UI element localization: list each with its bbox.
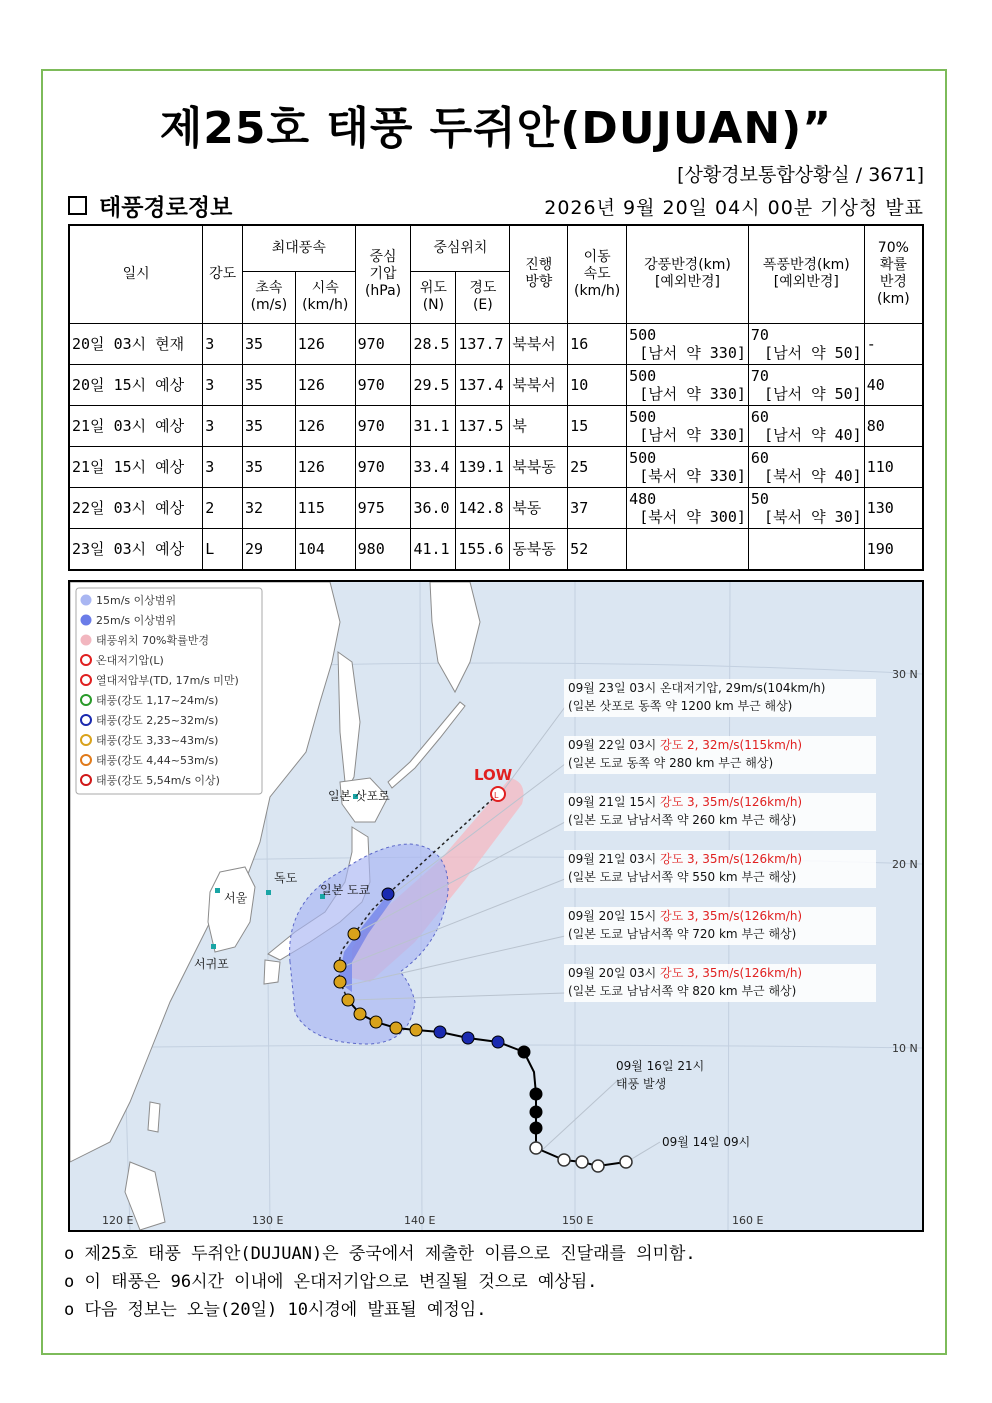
cell-storm bbox=[748, 364, 864, 405]
cell-storm bbox=[748, 405, 864, 446]
place-seogwipo: 서귀포 bbox=[194, 957, 229, 971]
legend-label: 태풍위치 70%확률반경 bbox=[96, 634, 209, 647]
cell-ms: 35 bbox=[242, 364, 295, 405]
note-item: o 제25호 태풍 두쥐안(DUJUAN)은 중국에서 제출한 이름으로 진달래를 의미함. bbox=[64, 1244, 696, 1264]
legend-label: 15m/s 이상범위 bbox=[96, 594, 177, 607]
typhoon-position-marker bbox=[342, 994, 354, 1006]
lon-label: 130 E bbox=[252, 1214, 284, 1227]
lat-label: 10 N bbox=[892, 1042, 918, 1055]
cell-ms: 35 bbox=[242, 323, 295, 364]
cell-strong bbox=[627, 364, 749, 405]
cell-ms: 32 bbox=[242, 487, 295, 528]
radius-value: 60 bbox=[750, 448, 769, 467]
annotation-line2: (일본 도쿄 남남서쪽 약 720 km 부근 해상) bbox=[568, 927, 797, 941]
typhoon-strength5-icon bbox=[81, 775, 91, 785]
header-wind-kmh: 시속 (km/h) bbox=[295, 271, 355, 323]
cell-strong bbox=[627, 323, 749, 364]
cell-speed: 37 bbox=[568, 487, 627, 528]
cell-speed: 10 bbox=[568, 364, 627, 405]
lat-label: 20 N bbox=[892, 858, 918, 871]
radius-value: 60 bbox=[750, 407, 769, 426]
legend-label: 태풍(강도 2,25~32m/s) bbox=[96, 714, 219, 727]
cell-lat: 33.4 bbox=[411, 446, 456, 487]
cell-lon: 137.5 bbox=[456, 405, 510, 446]
radius-exception: [북서 약 330] bbox=[639, 466, 746, 485]
header-storm-radius: 폭풍반경(km) [예외반경] bbox=[748, 225, 864, 323]
circle-blue-icon bbox=[81, 615, 91, 625]
annotation-strength: 강도 2, 32m/s(115km/h) bbox=[660, 738, 803, 752]
annotation-line2: (일본 삿포로 동쪽 약 1200 km 부근 해상) bbox=[568, 699, 793, 713]
radius-value: 50 bbox=[750, 489, 769, 508]
legend-label: 열대저압부(TD, 17m/s 미만) bbox=[96, 674, 239, 687]
page-title: 제25호 태풍 두쥐안(DUJUAN)” bbox=[159, 103, 833, 154]
lon-label: 160 E bbox=[732, 1214, 764, 1227]
header-speed: 이동 속도 (km/h) bbox=[568, 225, 627, 323]
annotation-strength: 강도 3, 35m/s(126km/h) bbox=[660, 852, 803, 866]
cell-lon: 137.7 bbox=[456, 323, 510, 364]
formation-note-line2: 태풍 발생 bbox=[616, 1077, 667, 1091]
annotation-line1 bbox=[568, 965, 802, 980]
header-center: 중심위치 bbox=[411, 225, 510, 271]
legend-label: 태풍(강도 1,17~24m/s) bbox=[96, 694, 219, 707]
typhoon-position-marker bbox=[334, 976, 346, 988]
cell-lat: 41.1 bbox=[411, 528, 456, 570]
header-lon: 경도 (E) bbox=[456, 271, 510, 323]
cell-kmh: 115 bbox=[295, 487, 355, 528]
cell-strong bbox=[627, 446, 749, 487]
lon-label: 120 E bbox=[102, 1214, 134, 1227]
note-item: o 이 태풍은 96시간 이내에 온대저기압으로 변질될 것으로 예상됨. bbox=[64, 1272, 598, 1292]
radius-exception: [북서 약 40] bbox=[764, 466, 862, 485]
lon-label: 140 E bbox=[404, 1214, 436, 1227]
typhoon-position-marker bbox=[334, 960, 346, 972]
radius-exception: [남서 약 330] bbox=[639, 343, 746, 362]
legend-label: 온대저기압(L) bbox=[96, 654, 164, 667]
annotation-line1 bbox=[568, 851, 802, 866]
cell-dir: 북동 bbox=[510, 487, 568, 528]
annotation-line1 bbox=[568, 908, 802, 923]
header-prob70: 70% 확률 반경 (km) bbox=[864, 225, 923, 323]
annotation-strength: 강도 3, 35m/s(126km/h) bbox=[660, 966, 803, 980]
cell-lon: 155.6 bbox=[456, 528, 510, 570]
legend-label: 태풍(강도 3,33~43m/s) bbox=[96, 734, 219, 747]
svg-text:L: L bbox=[494, 791, 499, 800]
header-lat: 위도 (N) bbox=[411, 271, 456, 323]
issued-time: 2026년 9월 20일 04시 00분 기상청 발표 bbox=[544, 197, 924, 219]
section-title: 태풍경로정보 bbox=[99, 195, 233, 221]
radius-value: 70 bbox=[750, 366, 769, 385]
cell-strength: L bbox=[203, 528, 243, 570]
sakhalin bbox=[338, 652, 360, 792]
place-seoul: 서울 bbox=[224, 891, 248, 905]
typhoon-position-marker bbox=[434, 1026, 446, 1038]
radius-value: 480 bbox=[629, 489, 657, 508]
cell-lat: 36.0 bbox=[411, 487, 456, 528]
cell-prob: 110 bbox=[864, 446, 923, 487]
cell-storm bbox=[748, 323, 864, 364]
lat-label: 30 N bbox=[892, 668, 918, 681]
cell-time: 20일 03시 현재 bbox=[69, 323, 203, 364]
cell-lon: 137.4 bbox=[456, 364, 510, 405]
tropical-depression-marker bbox=[530, 1142, 542, 1154]
cell-strong bbox=[627, 528, 749, 570]
annotation-time: 09월 22일 03시 bbox=[568, 738, 661, 752]
checkbox-icon bbox=[68, 196, 87, 215]
typhoon-strength4-icon bbox=[81, 755, 91, 765]
cell-lon: 142.8 bbox=[456, 487, 510, 528]
department-label: [상황경보통합상황실 / 3671] bbox=[677, 164, 924, 186]
map-legend bbox=[76, 588, 262, 794]
typhoon-strength3-icon bbox=[81, 735, 91, 745]
cell-hpa: 970 bbox=[355, 446, 411, 487]
radius-exception: [남서 약 330] bbox=[639, 425, 746, 444]
cell-dir: 북북동 bbox=[510, 446, 568, 487]
cell-strength: 2 bbox=[203, 487, 243, 528]
cell-storm bbox=[748, 487, 864, 528]
cell-lat: 29.5 bbox=[411, 364, 456, 405]
cell-hpa: 980 bbox=[355, 528, 411, 570]
header-time: 일시 bbox=[69, 225, 203, 323]
typhoon-position-marker bbox=[382, 888, 394, 900]
annotation-strength: 강도 3, 35m/s(126km/h) bbox=[660, 795, 803, 809]
radius-exception: [북서 약 30] bbox=[764, 507, 862, 526]
radius-exception: [남서 약 40] bbox=[764, 425, 862, 444]
circle-pink-icon bbox=[81, 635, 91, 645]
annotation-time: 09월 23일 03시 온대저기압, 29m/s(104km/h) bbox=[568, 681, 826, 695]
cell-time: 21일 03시 예상 bbox=[69, 405, 203, 446]
typhoon-track-map bbox=[68, 580, 924, 1232]
track-row bbox=[69, 487, 923, 528]
cell-hpa: 970 bbox=[355, 323, 411, 364]
kuril-islands bbox=[388, 702, 465, 788]
formation-note-line1: 09월 16일 21시 bbox=[616, 1059, 705, 1073]
typhoon-position-marker bbox=[348, 928, 360, 940]
radius-value: 500 bbox=[629, 407, 657, 426]
start-note: 09월 14일 09시 bbox=[662, 1135, 751, 1149]
cell-prob: 80 bbox=[864, 405, 923, 446]
typhoon-position-marker bbox=[354, 1008, 366, 1020]
legend-label: 25m/s 이상범위 bbox=[96, 614, 177, 627]
typhoon-position-marker bbox=[410, 1024, 422, 1036]
annotation-time: 09월 20일 03시 bbox=[568, 966, 661, 980]
map-canvas bbox=[70, 582, 922, 1230]
tropical-depression-marker bbox=[592, 1160, 604, 1172]
tropical-depression-marker bbox=[558, 1154, 570, 1166]
cell-kmh: 126 bbox=[295, 405, 355, 446]
cell-lon: 139.1 bbox=[456, 446, 510, 487]
track-row bbox=[69, 323, 923, 364]
cell-time: 22일 03시 예상 bbox=[69, 487, 203, 528]
legend-label: 태풍(강도 4,44~53m/s) bbox=[96, 754, 219, 767]
cell-prob: - bbox=[864, 323, 923, 364]
typhoon-position-marker bbox=[530, 1088, 542, 1100]
cell-dir: 북북서 bbox=[510, 323, 568, 364]
typhoon-position-marker bbox=[462, 1032, 474, 1044]
typhoon-position-marker bbox=[530, 1122, 542, 1134]
radius-value: 500 bbox=[629, 448, 657, 467]
radius-exception: [남서 약 50] bbox=[764, 384, 862, 403]
cell-storm bbox=[748, 528, 864, 570]
lon-label: 150 E bbox=[562, 1214, 594, 1227]
cell-dir: 북 bbox=[510, 405, 568, 446]
tropical-depression-icon bbox=[81, 675, 91, 685]
legend-label: 태풍(강도 5,54m/s 이상) bbox=[96, 774, 220, 787]
annotation-line2: (일본 도쿄 남남서쪽 약 820 km 부근 해상) bbox=[568, 984, 797, 998]
cell-ms: 35 bbox=[242, 405, 295, 446]
place-tokyo: 일본 도쿄 bbox=[320, 883, 371, 897]
cell-strength: 3 bbox=[203, 446, 243, 487]
cell-dir: 북북서 bbox=[510, 364, 568, 405]
low-pressure-icon bbox=[81, 655, 91, 665]
track-row bbox=[69, 364, 923, 405]
track-row bbox=[69, 446, 923, 487]
annotation-time: 09월 20일 15시 bbox=[568, 909, 661, 923]
cell-hpa: 970 bbox=[355, 364, 411, 405]
annotation-time: 09월 21일 15시 bbox=[568, 795, 661, 809]
cell-strength: 3 bbox=[203, 323, 243, 364]
typhoon-position-marker bbox=[492, 1036, 504, 1048]
typhoon-strength2-icon bbox=[81, 715, 91, 725]
cell-lat: 28.5 bbox=[411, 323, 456, 364]
header-direction: 진행 방향 bbox=[510, 225, 568, 323]
kyushu bbox=[264, 960, 280, 984]
place-dokdo: 독도 bbox=[274, 871, 298, 885]
cell-storm bbox=[748, 446, 864, 487]
typhoon-position-marker bbox=[390, 1022, 402, 1034]
taiwan bbox=[148, 1102, 160, 1132]
cell-ms: 35 bbox=[242, 446, 295, 487]
typhoon-position-marker bbox=[370, 1016, 382, 1028]
cell-hpa: 975 bbox=[355, 487, 411, 528]
cell-speed: 16 bbox=[568, 323, 627, 364]
radius-exception: [남서 약 330] bbox=[639, 384, 746, 403]
cell-ms: 29 bbox=[242, 528, 295, 570]
kamchatka bbox=[430, 582, 480, 692]
cell-prob: 130 bbox=[864, 487, 923, 528]
annotation-line1 bbox=[568, 794, 802, 809]
cell-time: 21일 15시 예상 bbox=[69, 446, 203, 487]
tropical-depression-marker bbox=[576, 1156, 588, 1168]
cell-kmh: 126 bbox=[295, 323, 355, 364]
header-strong-radius: 강풍반경(km) [예외반경] bbox=[627, 225, 749, 323]
annotation-line1 bbox=[568, 680, 825, 695]
radius-value: 500 bbox=[629, 325, 657, 344]
radius-exception: [남서 약 50] bbox=[764, 343, 862, 362]
radius-value: 500 bbox=[629, 366, 657, 385]
radius-value: 70 bbox=[750, 325, 769, 344]
annotation-line2: (일본 도쿄 동쪽 약 280 km 부근 해상) bbox=[568, 756, 774, 770]
cell-kmh: 126 bbox=[295, 364, 355, 405]
header-strength: 강도 bbox=[203, 225, 243, 323]
radius-exception: [북서 약 300] bbox=[639, 507, 746, 526]
low-label: LOW bbox=[474, 766, 513, 784]
header-wind-ms: 초속 (m/s) bbox=[242, 271, 295, 323]
cell-strong bbox=[627, 405, 749, 446]
cell-strong bbox=[627, 487, 749, 528]
cell-time: 23일 03시 예상 bbox=[69, 528, 203, 570]
tropical-depression-marker bbox=[620, 1156, 632, 1168]
cell-hpa: 970 bbox=[355, 405, 411, 446]
circle-lightblue-icon bbox=[81, 595, 91, 605]
cell-kmh: 126 bbox=[295, 446, 355, 487]
cell-prob: 40 bbox=[864, 364, 923, 405]
cell-time: 20일 15시 예상 bbox=[69, 364, 203, 405]
cell-strength: 3 bbox=[203, 364, 243, 405]
annotation-time: 09월 21일 03시 bbox=[568, 852, 661, 866]
track-table bbox=[68, 224, 924, 571]
cell-strength: 3 bbox=[203, 405, 243, 446]
note-item: o 다음 정보는 오늘(20일) 10시경에 발표될 예정임. bbox=[64, 1300, 487, 1320]
cell-kmh: 104 bbox=[295, 528, 355, 570]
typhoon-position-marker bbox=[518, 1046, 530, 1058]
section-heading bbox=[68, 189, 232, 222]
track-row bbox=[69, 528, 923, 570]
annotation-line1 bbox=[568, 737, 802, 752]
cell-speed: 52 bbox=[568, 528, 627, 570]
typhoon-position-marker bbox=[530, 1106, 542, 1118]
annotation-line2: (일본 도쿄 남남서쪽 약 260 km 부근 해상) bbox=[568, 813, 797, 827]
cell-dir: 동북동 bbox=[510, 528, 568, 570]
wind-radius-15ms bbox=[290, 844, 449, 1044]
place-sapporo: 일본 삿포로 bbox=[328, 789, 390, 803]
annotation-strength: 강도 3, 35m/s(126km/h) bbox=[660, 909, 803, 923]
annotation-line2: (일본 도쿄 남남서쪽 약 550 km 부근 해상) bbox=[568, 870, 797, 884]
cell-lat: 31.1 bbox=[411, 405, 456, 446]
header-pressure: 중심 기압 (hPa) bbox=[355, 225, 411, 323]
header-max-wind: 최대풍속 bbox=[242, 225, 355, 271]
notes-list bbox=[64, 1240, 696, 1324]
track-row bbox=[69, 405, 923, 446]
cell-speed: 15 bbox=[568, 405, 627, 446]
cell-prob: 190 bbox=[864, 528, 923, 570]
typhoon-strength1-icon bbox=[81, 695, 91, 705]
cell-speed: 25 bbox=[568, 446, 627, 487]
